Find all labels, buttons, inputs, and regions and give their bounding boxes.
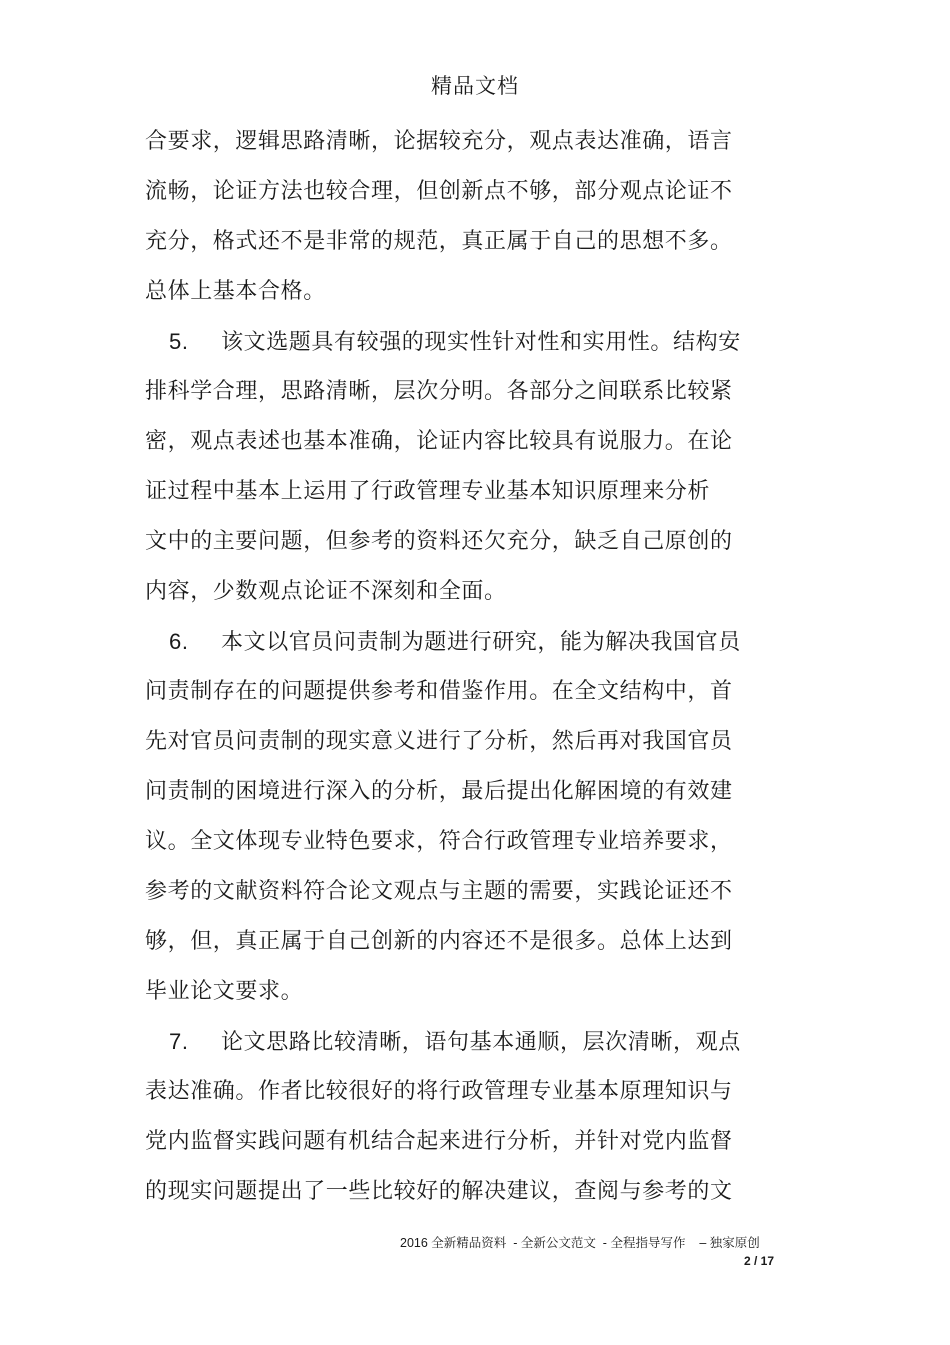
- paragraph-line: 排科学合理，思路清晰，层次分明。各部分之间联系比较紧: [145, 379, 733, 404]
- paragraph-line: 密，观点表述也基本准确，论证内容比较具有说服力。在论: [145, 429, 733, 454]
- paragraph-line: 充分，格式还不是非常的规范，真正属于自己的思想不多。: [145, 229, 733, 254]
- paragraph-line: 内容，少数观点论证不深刻和全面。: [145, 579, 507, 604]
- paragraph-line: 参考的文献资料符合论文观点与主题的需要，实践论证还不: [145, 879, 733, 904]
- item-number: 5.: [169, 329, 189, 354]
- paragraph-line: 够，但，真正属于自己创新的内容还不是很多。总体上达到: [145, 929, 733, 954]
- paragraph-line: 问责制存在的问题提供参考和借鉴作用。在全文结构中，首: [145, 679, 733, 704]
- paragraph-line: 党内监督实践问题有机结合起来进行分析，并针对党内监督: [145, 1129, 733, 1154]
- paragraph-line: 合要求，逻辑思路清晰，论据较充分，观点表达准确，语言: [145, 129, 733, 154]
- paragraph-line: 证过程中基本上运用了行政管理专业基本知识原理来分析: [145, 479, 711, 504]
- paragraph-line: 毕业论文要求。: [145, 979, 304, 1004]
- paragraph-line: [145, 1027, 741, 1058]
- paragraph-line: 表达准确。作者比较很好的将行政管理专业基本原理知识与: [145, 1079, 733, 1104]
- paragraph-line: 流畅，论证方法也较合理，但创新点不够，部分观点论证不: [145, 179, 733, 204]
- page-header: 精品文档: [431, 74, 519, 98]
- item-number: 7.: [169, 1029, 189, 1054]
- paragraph-line: 先对官员问责制的现实意义进行了分析，然后再对我国官员: [145, 729, 733, 754]
- paragraph-line: 文中的主要问题，但参考的资料还欠充分，缺乏自己原创的: [145, 529, 733, 554]
- paragraph-line: 总体上基本合格。: [145, 279, 326, 304]
- footer-text: 2016 全新精品资料 - 全新公文范文 - 全程指导写作 – 独家原创: [400, 1236, 760, 1250]
- paragraph-line: 的现实问题提出了一些比较好的解决建议，查阅与参考的文: [145, 1179, 733, 1204]
- item-number: 6.: [169, 629, 189, 654]
- paragraph-text: 论文思路比较清晰，语句基本通顺，层次清晰，观点: [221, 1030, 741, 1055]
- page-number: 2 / 17: [744, 1254, 775, 1268]
- paragraph-line: [145, 627, 741, 658]
- paragraph-line: [145, 327, 741, 358]
- paragraph-text: 该文选题具有较强的现实性针对性和实用性。结构安: [221, 330, 741, 355]
- paragraph-text: 本文以官员问责制为题进行研究，能为解决我国官员: [221, 630, 741, 655]
- paragraph-line: 议。全文体现专业特色要求，符合行政管理专业培养要求，: [145, 829, 733, 854]
- paragraph-line: 问责制的困境进行深入的分析，最后提出化解困境的有效建: [145, 779, 733, 804]
